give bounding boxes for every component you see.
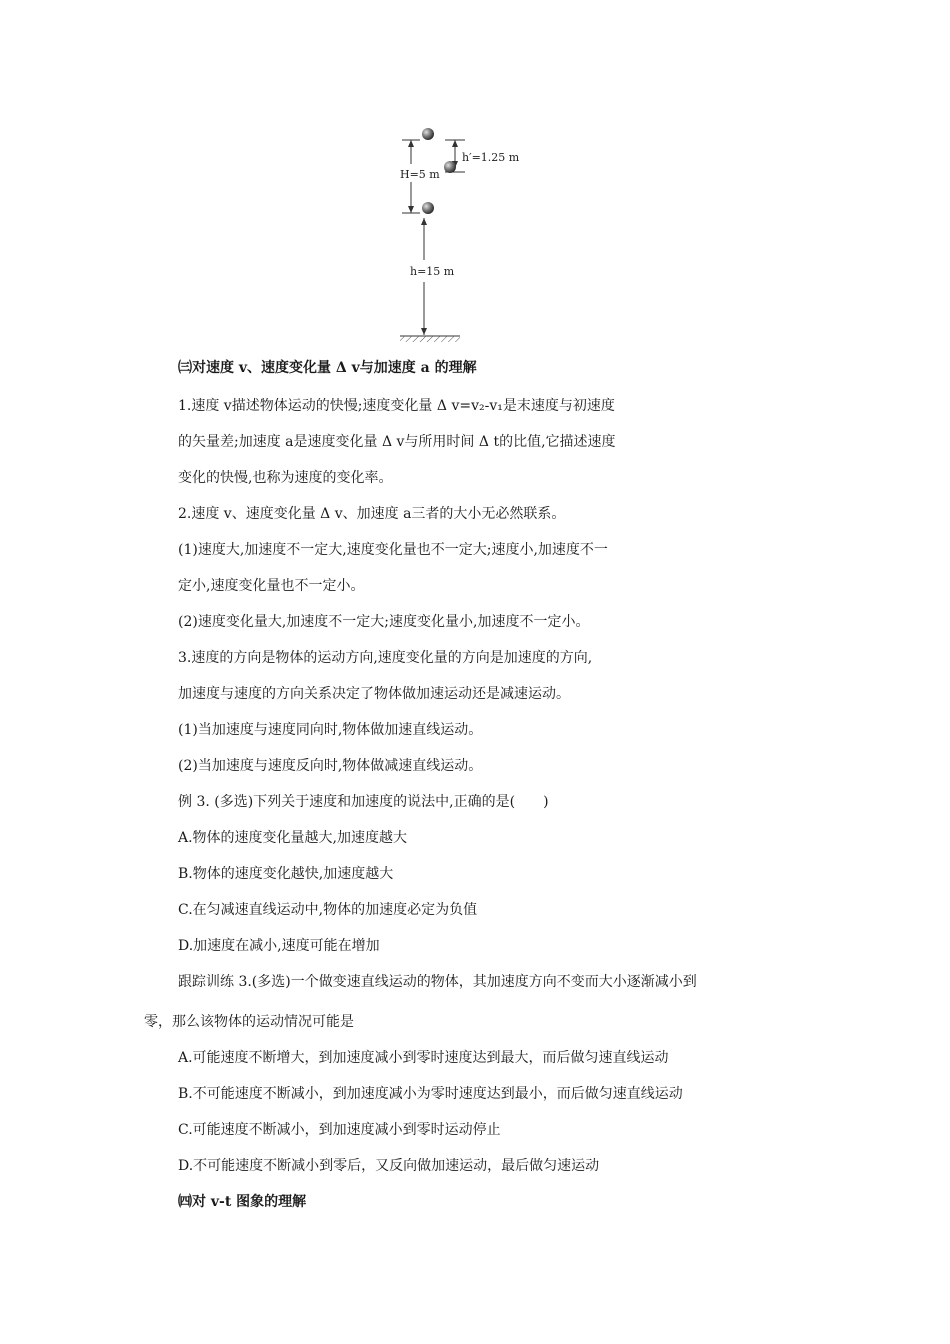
ball-top <box>422 128 434 140</box>
falling-ball-diagram <box>380 120 550 345</box>
paragraph-line-10: (1)当加速度与速度同向时,物体做加速直线运动。 <box>178 722 483 738</box>
example3-option-a: A.物体的速度变化量越大,加速度越大 <box>178 830 408 846</box>
ball-rebound <box>444 161 456 173</box>
paragraph-line-5: (1)速度大,加速度不一定大,速度变化量也不一定大;速度小,加速度不一 <box>178 542 608 558</box>
section3-title: ㈢对速度 v、速度变化量 Δ v与加速度 a 的理解 <box>178 360 477 376</box>
paragraph-line-6: 定小,速度变化量也不一定小。 <box>178 578 365 594</box>
example3-option-b: B.物体的速度变化越快,加速度越大 <box>178 866 394 882</box>
h-arrow-up <box>421 218 427 225</box>
paragraph-line-4: 2.速度 v、速度变化量 Δ v、加速度 a三者的大小无必然联系。 <box>178 506 566 522</box>
tracking3-option-c: C.可能速度不断减小，到加速度减小到零时运动停止 <box>178 1122 501 1138</box>
tracking3-option-b: B.不可能速度不断减小，到加速度减小为零时速度达到最小，而后做匀速直线运动 <box>178 1086 683 1102</box>
h-arrow-down <box>421 328 427 335</box>
section4-title: ㈣对 v-t 图象的理解 <box>178 1194 307 1210</box>
h-prime-label: h′=1.25 m <box>462 151 520 164</box>
falling-ball-figure <box>380 120 550 345</box>
example3-option-d: D.加速度在减小,速度可能在增加 <box>178 938 380 954</box>
paragraph-line-7: (2)速度变化量大,加速度不一定大;速度变化量小,加速度不一定小。 <box>178 614 590 630</box>
paragraph-line-8: 3.速度的方向是物体的运动方向,速度变化量的方向是加速度的方向, <box>178 650 593 666</box>
ball-start <box>422 202 434 214</box>
example3-question: 例 3. (多选)下列关于速度和加速度的说法中,正确的是( ) <box>178 794 549 810</box>
H-label: H=5 m <box>400 168 440 181</box>
example3-option-c: C.在匀减速直线运动中,物体的加速度必定为负值 <box>178 902 478 918</box>
ground-hatch <box>400 336 460 342</box>
tracking3-option-d: D.不可能速度不断减小到零后，又反向做加速运动，最后做匀速运动 <box>178 1158 600 1174</box>
paragraph-line-9: 加速度与速度的方向关系决定了物体做加速运动还是减速运动。 <box>178 686 570 702</box>
paragraph-line-11: (2)当加速度与速度反向时,物体做减速直线运动。 <box>178 758 483 774</box>
H-arrow-down <box>408 206 414 213</box>
h-label: h=15 m <box>410 265 455 278</box>
paragraph-line-1: 1.速度 v描述物体运动的快慢;速度变化量 Δ v=v₂-v₁是末速度与初速度 <box>178 398 615 414</box>
tracking3-question-line2: 零，那么该物体的运动情况可能是 <box>144 1014 354 1030</box>
h-prime-arrow-up <box>452 140 458 147</box>
paragraph-line-3: 变化的快慢,也称为速度的变化率。 <box>178 470 393 486</box>
tracking3-option-a: A.可能速度不断增大，到加速度减小到零时速度达到最大，而后做匀速直线运动 <box>178 1050 669 1066</box>
tracking3-question-line1: 跟踪训练 3.(多选)一个做变速直线运动的物体，其加速度方向不变而大小逐渐减小到 <box>178 974 697 990</box>
H-arrow-up <box>408 140 414 147</box>
paragraph-line-2: 的矢量差;加速度 a是速度变化量 Δ v与所用时间 Δ t的比值,它描述速度 <box>178 434 616 450</box>
